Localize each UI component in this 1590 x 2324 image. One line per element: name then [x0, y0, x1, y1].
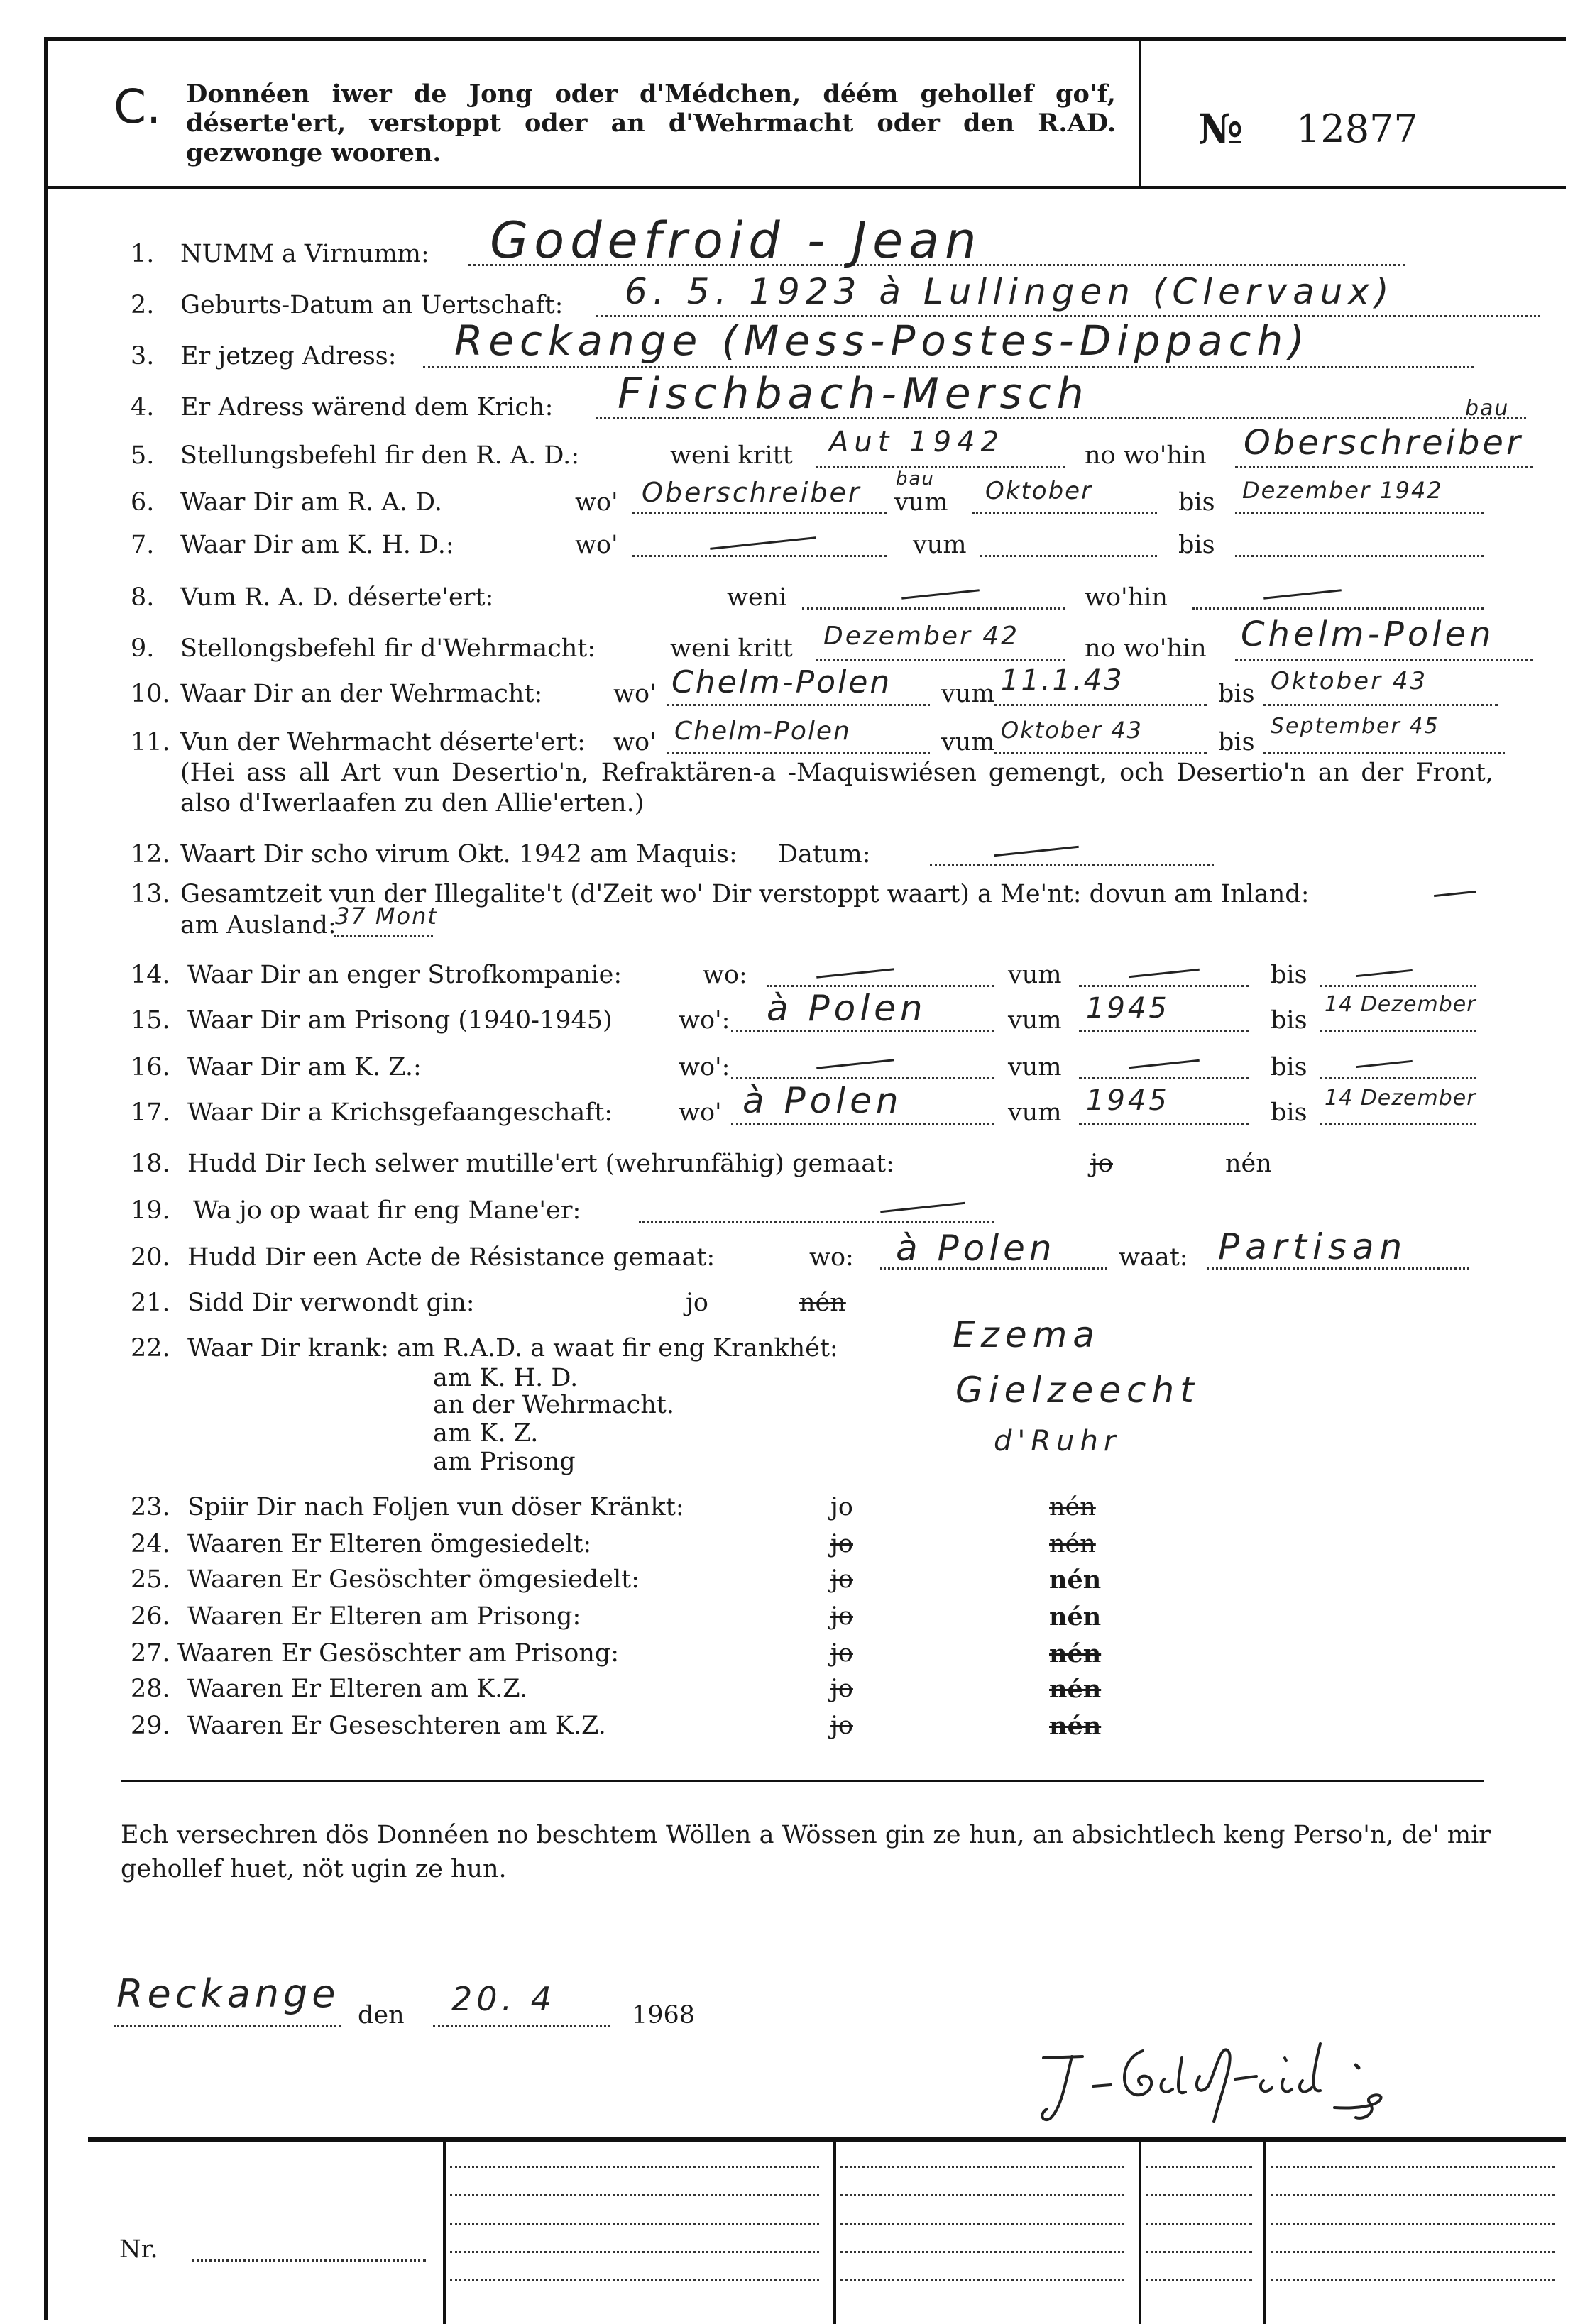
bis-label: bis	[1271, 1053, 1307, 1081]
parents-kz-no-option[interactable]: nén	[1049, 1675, 1102, 1704]
mutilation-no-option[interactable]: nén	[1225, 1150, 1272, 1178]
sick-label: Waar Dir krank: am R.A.D. a waat fir eng Krankhét:	[187, 1334, 838, 1362]
row-number: 28.	[131, 1675, 170, 1703]
wo-label: wo':	[679, 1053, 730, 1081]
row-number: 3.	[131, 342, 155, 370]
consequences-label: Spiir Dir nach Foljen vun döser Kränkt:	[187, 1493, 684, 1521]
wehrmacht-from-line	[994, 704, 1207, 706]
rad-label: Waar Dir am R. A. D.	[180, 488, 442, 517]
wehrmacht-order-when-line	[816, 659, 1065, 661]
mutilation-yes-option[interactable]: jo	[1090, 1150, 1113, 1178]
wehrmacht-order-where-value[interactable]: Chelm-Polen	[1241, 615, 1495, 654]
desertion-note: (Hei ass all Art vun Desertio'n, Refraktären-a -Maquiswiésen gemengt, och Desertio'n an der Front, also d'Iwerlaafen zu den Allie'erten.)	[180, 759, 1493, 817]
bis-label: bis	[1271, 1006, 1307, 1035]
row-number: 8.	[131, 583, 155, 612]
sick-prison-label: am Prisong	[433, 1448, 576, 1476]
desertion-where-line	[667, 752, 930, 754]
siblings-prison-no-option[interactable]: nén	[1049, 1639, 1102, 1668]
footer-dotted-line	[840, 2223, 1124, 2225]
row-number: 15.	[131, 1006, 170, 1035]
row-number: 11.	[131, 728, 170, 756]
header-divider	[44, 186, 1566, 189]
wo-label: wo'	[575, 531, 618, 559]
penal-to-line	[1320, 985, 1476, 987]
rad-desert-where-line	[1192, 607, 1484, 610]
khd-to-line	[1235, 555, 1484, 557]
wo-label: wo:	[809, 1243, 854, 1272]
footer-dotted-line	[1146, 2194, 1252, 2196]
wo-label: wo'	[575, 488, 618, 517]
wehrmacht-order-when-value[interactable]: Dezember 42	[823, 622, 1020, 651]
vum-label: vum	[1008, 1098, 1062, 1127]
row-number: 4.	[131, 393, 155, 422]
footer-col-divider	[1263, 2137, 1266, 2324]
name-label: NUMM a Virnumm:	[180, 240, 429, 268]
siblings-kz-yes-option[interactable]: jo	[830, 1712, 853, 1740]
siblings-prison-yes-option[interactable]: jo	[830, 1639, 853, 1668]
footer-dotted-line	[450, 2166, 819, 2168]
place-value[interactable]: Reckange	[116, 1971, 340, 2016]
maquis-date-line	[930, 864, 1214, 866]
row-number: 13.	[131, 880, 170, 908]
footer-col-divider	[1139, 2137, 1141, 2324]
footer-dotted-line	[450, 2251, 819, 2253]
siblings-resettled-no-option[interactable]: nén	[1049, 1565, 1102, 1595]
wohin-label: wo'hin	[1085, 583, 1168, 612]
bis-label: bis	[1218, 680, 1255, 708]
rad-where-line	[632, 512, 887, 514]
consequences-no-option[interactable]: nén	[1049, 1493, 1096, 1521]
vum-label: vum	[1008, 1053, 1062, 1081]
footer-col-divider	[443, 2137, 446, 2324]
prison-from-value[interactable]: 1945	[1086, 992, 1170, 1025]
footer-dotted-line	[1146, 2279, 1252, 2281]
row-number: 14.	[131, 961, 170, 989]
pow-to-line	[1320, 1123, 1476, 1125]
wehrmacht-where-value[interactable]: Chelm-Polen	[671, 664, 892, 700]
row-number: 25.	[131, 1565, 170, 1594]
illegal-time-label: Gesamtzeit vun der Illegalite't (d'Zeit wo' Dir verstoppt waart) a Me'nt: dovun am Inland:	[180, 880, 1310, 908]
row-number: 22.	[131, 1334, 170, 1362]
footer-dotted-line	[1271, 2194, 1555, 2196]
pow-to-value[interactable]: 14 Dezember	[1325, 1086, 1476, 1111]
siblings-prison-label: Waaren Er Gesöschter am Prisong:	[177, 1639, 620, 1668]
address-label: Er jetzeg Adress:	[180, 342, 397, 370]
footer-dotted-line	[450, 2194, 819, 2196]
siblings-resettled-label: Waaren Er Gesöschter ömgesiedelt:	[187, 1565, 640, 1594]
sick-khd-label: am K. H. D.	[433, 1364, 579, 1392]
wo-label: wo'	[613, 728, 657, 756]
kz-where-line	[731, 1077, 994, 1079]
row-number: 18.	[131, 1150, 170, 1178]
wehrmacht-order-where-line	[1235, 659, 1533, 661]
row-number: 16.	[131, 1053, 170, 1081]
vum-label: vum	[941, 728, 995, 756]
vum-label: vum	[1008, 1006, 1062, 1035]
name-value[interactable]: Godefroid - Jean	[490, 211, 982, 270]
prison-where-line	[731, 1030, 994, 1032]
sick-prison-value[interactable]: d'Ruhr	[994, 1425, 1122, 1458]
desertion-from-value[interactable]: Oktober 43	[1001, 717, 1143, 744]
sick-wehrmacht-label: an der Wehrmacht.	[433, 1391, 675, 1419]
parents-prison-label: Waaren Er Elteren am Prisong:	[187, 1602, 581, 1631]
birth-value[interactable]: 6. 5. 1923 à Lullingen (Clervaux)	[625, 271, 1395, 312]
row-number: 7.	[131, 531, 155, 559]
resistance-what-value[interactable]: Partisan	[1218, 1226, 1408, 1267]
war-address-label: Er Adress wärend dem Krich:	[180, 393, 554, 422]
wehrmacht-to-value[interactable]: Oktober 43	[1271, 667, 1428, 695]
place-line	[114, 2025, 341, 2027]
wehrmacht-order-label: Stellongsbefehl fir d'Wehrmacht:	[180, 634, 596, 663]
consequences-yes-option[interactable]: jo	[830, 1493, 853, 1521]
war-address-value[interactable]: Fischbach-Mersch	[618, 369, 1090, 419]
row-number: 1.	[131, 240, 155, 268]
vum-label: vum	[941, 680, 995, 708]
vum-label: vum	[913, 531, 967, 559]
vum-label: vum	[894, 488, 948, 517]
row-number: 2.	[131, 291, 155, 319]
row-number: 9.	[131, 634, 155, 663]
desertion-from-line	[994, 752, 1207, 754]
form-number: 12877	[1296, 106, 1418, 151]
row-number: 20.	[131, 1243, 170, 1272]
footer-dotted-line	[1271, 2223, 1555, 2225]
wehrmacht-from-value[interactable]: 11.1.43	[1001, 664, 1124, 697]
nr-line	[192, 2259, 426, 2262]
row-number: 12.	[131, 840, 170, 869]
footer-top-border	[88, 2137, 1566, 2142]
pow-label: Waar Dir a Krichsgefaangeschaft:	[187, 1098, 613, 1127]
row-number: 17.	[131, 1098, 170, 1127]
rad-order-when-line	[816, 466, 1065, 468]
penal-where-line	[767, 985, 994, 987]
penal-from-line	[1079, 985, 1249, 987]
row-number: 5.	[131, 441, 155, 470]
row-number: 10.	[131, 680, 170, 708]
datum-label: Datum:	[778, 840, 871, 869]
prison-label: Waar Dir am Prisong (1940-1945)	[187, 1006, 613, 1035]
abroad-label: am Ausland:	[180, 911, 336, 940]
parents-resettled-label: Waaren Er Elteren ömgesiedelt:	[187, 1530, 592, 1558]
nr-label: Nr.	[119, 2235, 158, 2264]
signature	[1022, 2030, 1420, 2132]
row-number: 6.	[131, 488, 155, 517]
mutilation-label: Hudd Dir Iech selwer mutille'ert (wehrunfähig) gemaat:	[187, 1150, 894, 1178]
manner-line	[639, 1221, 994, 1223]
bis-label: bis	[1178, 531, 1215, 559]
sick-rad-value[interactable]: Ezema	[953, 1314, 1100, 1355]
wehrmacht-label: Waar Dir an der Wehrmacht:	[180, 680, 543, 708]
wounded-yes-option[interactable]: jo	[686, 1289, 708, 1317]
footer-dotted-line	[1146, 2166, 1252, 2168]
prison-from-line	[1079, 1030, 1249, 1032]
declaration-divider	[121, 1780, 1484, 1782]
bis-label: bis	[1271, 961, 1307, 989]
rad-order-where-value[interactable]: Oberschreiber	[1244, 423, 1523, 463]
resistance-what-line	[1207, 1267, 1469, 1270]
rad-where-value[interactable]: Oberschreiber	[642, 477, 862, 508]
rad-to-line	[1235, 512, 1484, 514]
kz-label: Waar Dir am K. Z.:	[187, 1053, 422, 1081]
waat-label: waat:	[1119, 1243, 1188, 1272]
wohin-label: no wo'hin	[1085, 441, 1207, 470]
khd-from-line	[980, 555, 1157, 557]
parents-kz-label: Waaren Er Elteren am K.Z.	[187, 1675, 528, 1703]
wehrmacht-where-line	[667, 704, 930, 706]
date-value[interactable]: 20. 4	[451, 1980, 556, 2018]
khd-label: Waar Dir am K. H. D.:	[180, 531, 454, 559]
footer-dotted-line	[450, 2279, 819, 2281]
prison-to-line	[1320, 1030, 1476, 1032]
manner-label: Wa jo op waat fir eng Mane'er:	[193, 1196, 581, 1225]
parents-resettled-no-option[interactable]: nén	[1049, 1530, 1096, 1558]
declaration-text: Ech versechren dös Donnéen no beschtem Wöllen a Wössen gin ze hun, an absichtlech keng Perso'n, de' mir gehollef huet, nöt ugin ze hun.	[121, 1821, 1491, 1884]
war-address-extra: bau	[1465, 396, 1510, 421]
footer-col-divider	[833, 2137, 836, 2324]
resistance-where-value[interactable]: à Polen	[896, 1228, 1056, 1269]
row-number: 19.	[131, 1196, 170, 1225]
prison-to-value[interactable]: 14 Dezember	[1325, 992, 1476, 1017]
abroad-line	[334, 935, 433, 937]
address-value[interactable]: Reckange (Mess-Postes-Dippach)	[454, 316, 1310, 365]
wo-label: wo'	[679, 1098, 722, 1127]
siblings-kz-no-option[interactable]: nén	[1049, 1712, 1102, 1741]
wo-label: wo'	[613, 680, 657, 708]
number-sign: №	[1198, 105, 1244, 153]
pow-from-line	[1079, 1123, 1249, 1125]
parents-resettled-yes-option[interactable]: jo	[830, 1530, 853, 1558]
birth-label: Geburts-Datum an Uertschaft:	[180, 291, 564, 319]
wo-label: wo:	[703, 961, 747, 989]
desertion-to-line	[1263, 752, 1505, 754]
section-letter: C.	[114, 79, 162, 134]
weni-label: weni kritt	[670, 441, 793, 470]
row-number: 21.	[131, 1289, 170, 1317]
form-title: Donnéen iwer de Jong oder d'Médchen, déém gehollef go'f, déserte'ert, verstoppt oder an d'Wehrmacht oder den R.AD. gezwonge wooren.	[186, 79, 1116, 167]
row-number: 23.	[131, 1493, 170, 1521]
footer-dotted-line	[1271, 2279, 1555, 2281]
footer-dotted-line	[450, 2223, 819, 2225]
abroad-value[interactable]: 37 Mont	[335, 903, 438, 930]
sick-wehrmacht-value[interactable]: Gielzeecht	[955, 1370, 1200, 1411]
footer-dotted-line	[1271, 2251, 1555, 2253]
rad-order-where-line	[1235, 466, 1533, 468]
siblings-resettled-yes-option[interactable]: jo	[830, 1565, 853, 1594]
bis-label: bis	[1218, 728, 1255, 756]
wounded-no-option[interactable]: nén	[799, 1289, 846, 1317]
footer-dotted-line	[840, 2279, 1124, 2281]
year-label: 1968	[632, 2001, 696, 2030]
pow-from-value[interactable]: 1945	[1086, 1084, 1170, 1117]
weni-label: weni kritt	[670, 634, 793, 663]
desertion-where-value[interactable]: Chelm-Polen	[674, 717, 851, 746]
pow-where-value[interactable]: à Polen	[742, 1080, 903, 1121]
date-line	[433, 2025, 610, 2027]
weni-label: weni	[727, 583, 787, 612]
rad-desert-when-line	[802, 607, 1065, 610]
rad-desert-label: Vum R. A. D. déserte'ert:	[180, 583, 494, 612]
wohin-label: no wo'hin	[1085, 634, 1207, 663]
rad-order-label: Stellungsbefehl fir den R. A. D.:	[180, 441, 580, 470]
bis-label: bis	[1271, 1098, 1307, 1127]
rad-order-when-value[interactable]: Aut 1942	[829, 426, 1004, 458]
rad-to-value[interactable]: Dezember 1942	[1242, 477, 1443, 504]
row-number: 26.	[131, 1602, 170, 1631]
wo-label: wo':	[679, 1006, 730, 1035]
row-number: 29.	[131, 1712, 170, 1740]
desertion-to-value[interactable]: September 45	[1271, 714, 1440, 739]
rad-from-line	[972, 512, 1157, 514]
row-number: 27.	[131, 1639, 170, 1668]
header-vertical-divider	[1139, 37, 1141, 186]
parents-kz-yes-option[interactable]: jo	[830, 1675, 853, 1703]
footer-dotted-line	[1146, 2251, 1252, 2253]
sick-kz-label: am K. Z.	[433, 1419, 539, 1448]
vum-label: vum	[1008, 961, 1062, 989]
rad-from-value[interactable]: Oktober	[985, 477, 1093, 505]
kz-to-line	[1320, 1077, 1476, 1079]
wounded-label: Sidd Dir verwondt gin:	[187, 1289, 475, 1317]
footer-dotted-line	[840, 2194, 1124, 2196]
bis-label: bis	[1178, 488, 1215, 517]
footer-dotted-line	[1271, 2166, 1555, 2168]
siblings-kz-label: Waaren Er Geseschteren am K.Z.	[187, 1712, 606, 1740]
prison-where-value[interactable]: à Polen	[767, 988, 927, 1029]
penal-company-label: Waar Dir an enger Strofkompanie:	[187, 961, 623, 989]
address-line	[423, 366, 1474, 368]
maquis-label: Waart Dir scho virum Okt. 1942 am Maquis:	[180, 840, 738, 869]
den-label: den	[358, 2001, 405, 2030]
row-number: 24.	[131, 1530, 170, 1558]
khd-where-line	[632, 555, 887, 557]
footer-dotted-line	[840, 2166, 1124, 2168]
wehrmacht-to-line	[1263, 704, 1498, 706]
desertion-label: Vun der Wehrmacht déserte'ert:	[180, 728, 586, 756]
footer-dotted-line	[840, 2251, 1124, 2253]
resistance-label: Hudd Dir een Acte de Résistance gemaat:	[187, 1243, 716, 1272]
kz-from-line	[1079, 1077, 1249, 1079]
parents-prison-no-option[interactable]: nén	[1049, 1602, 1102, 1631]
footer-dotted-line	[1146, 2223, 1252, 2225]
rad-where-extra: bau	[896, 468, 935, 490]
parents-prison-yes-option[interactable]: jo	[830, 1602, 853, 1631]
pow-where-line	[731, 1123, 994, 1125]
